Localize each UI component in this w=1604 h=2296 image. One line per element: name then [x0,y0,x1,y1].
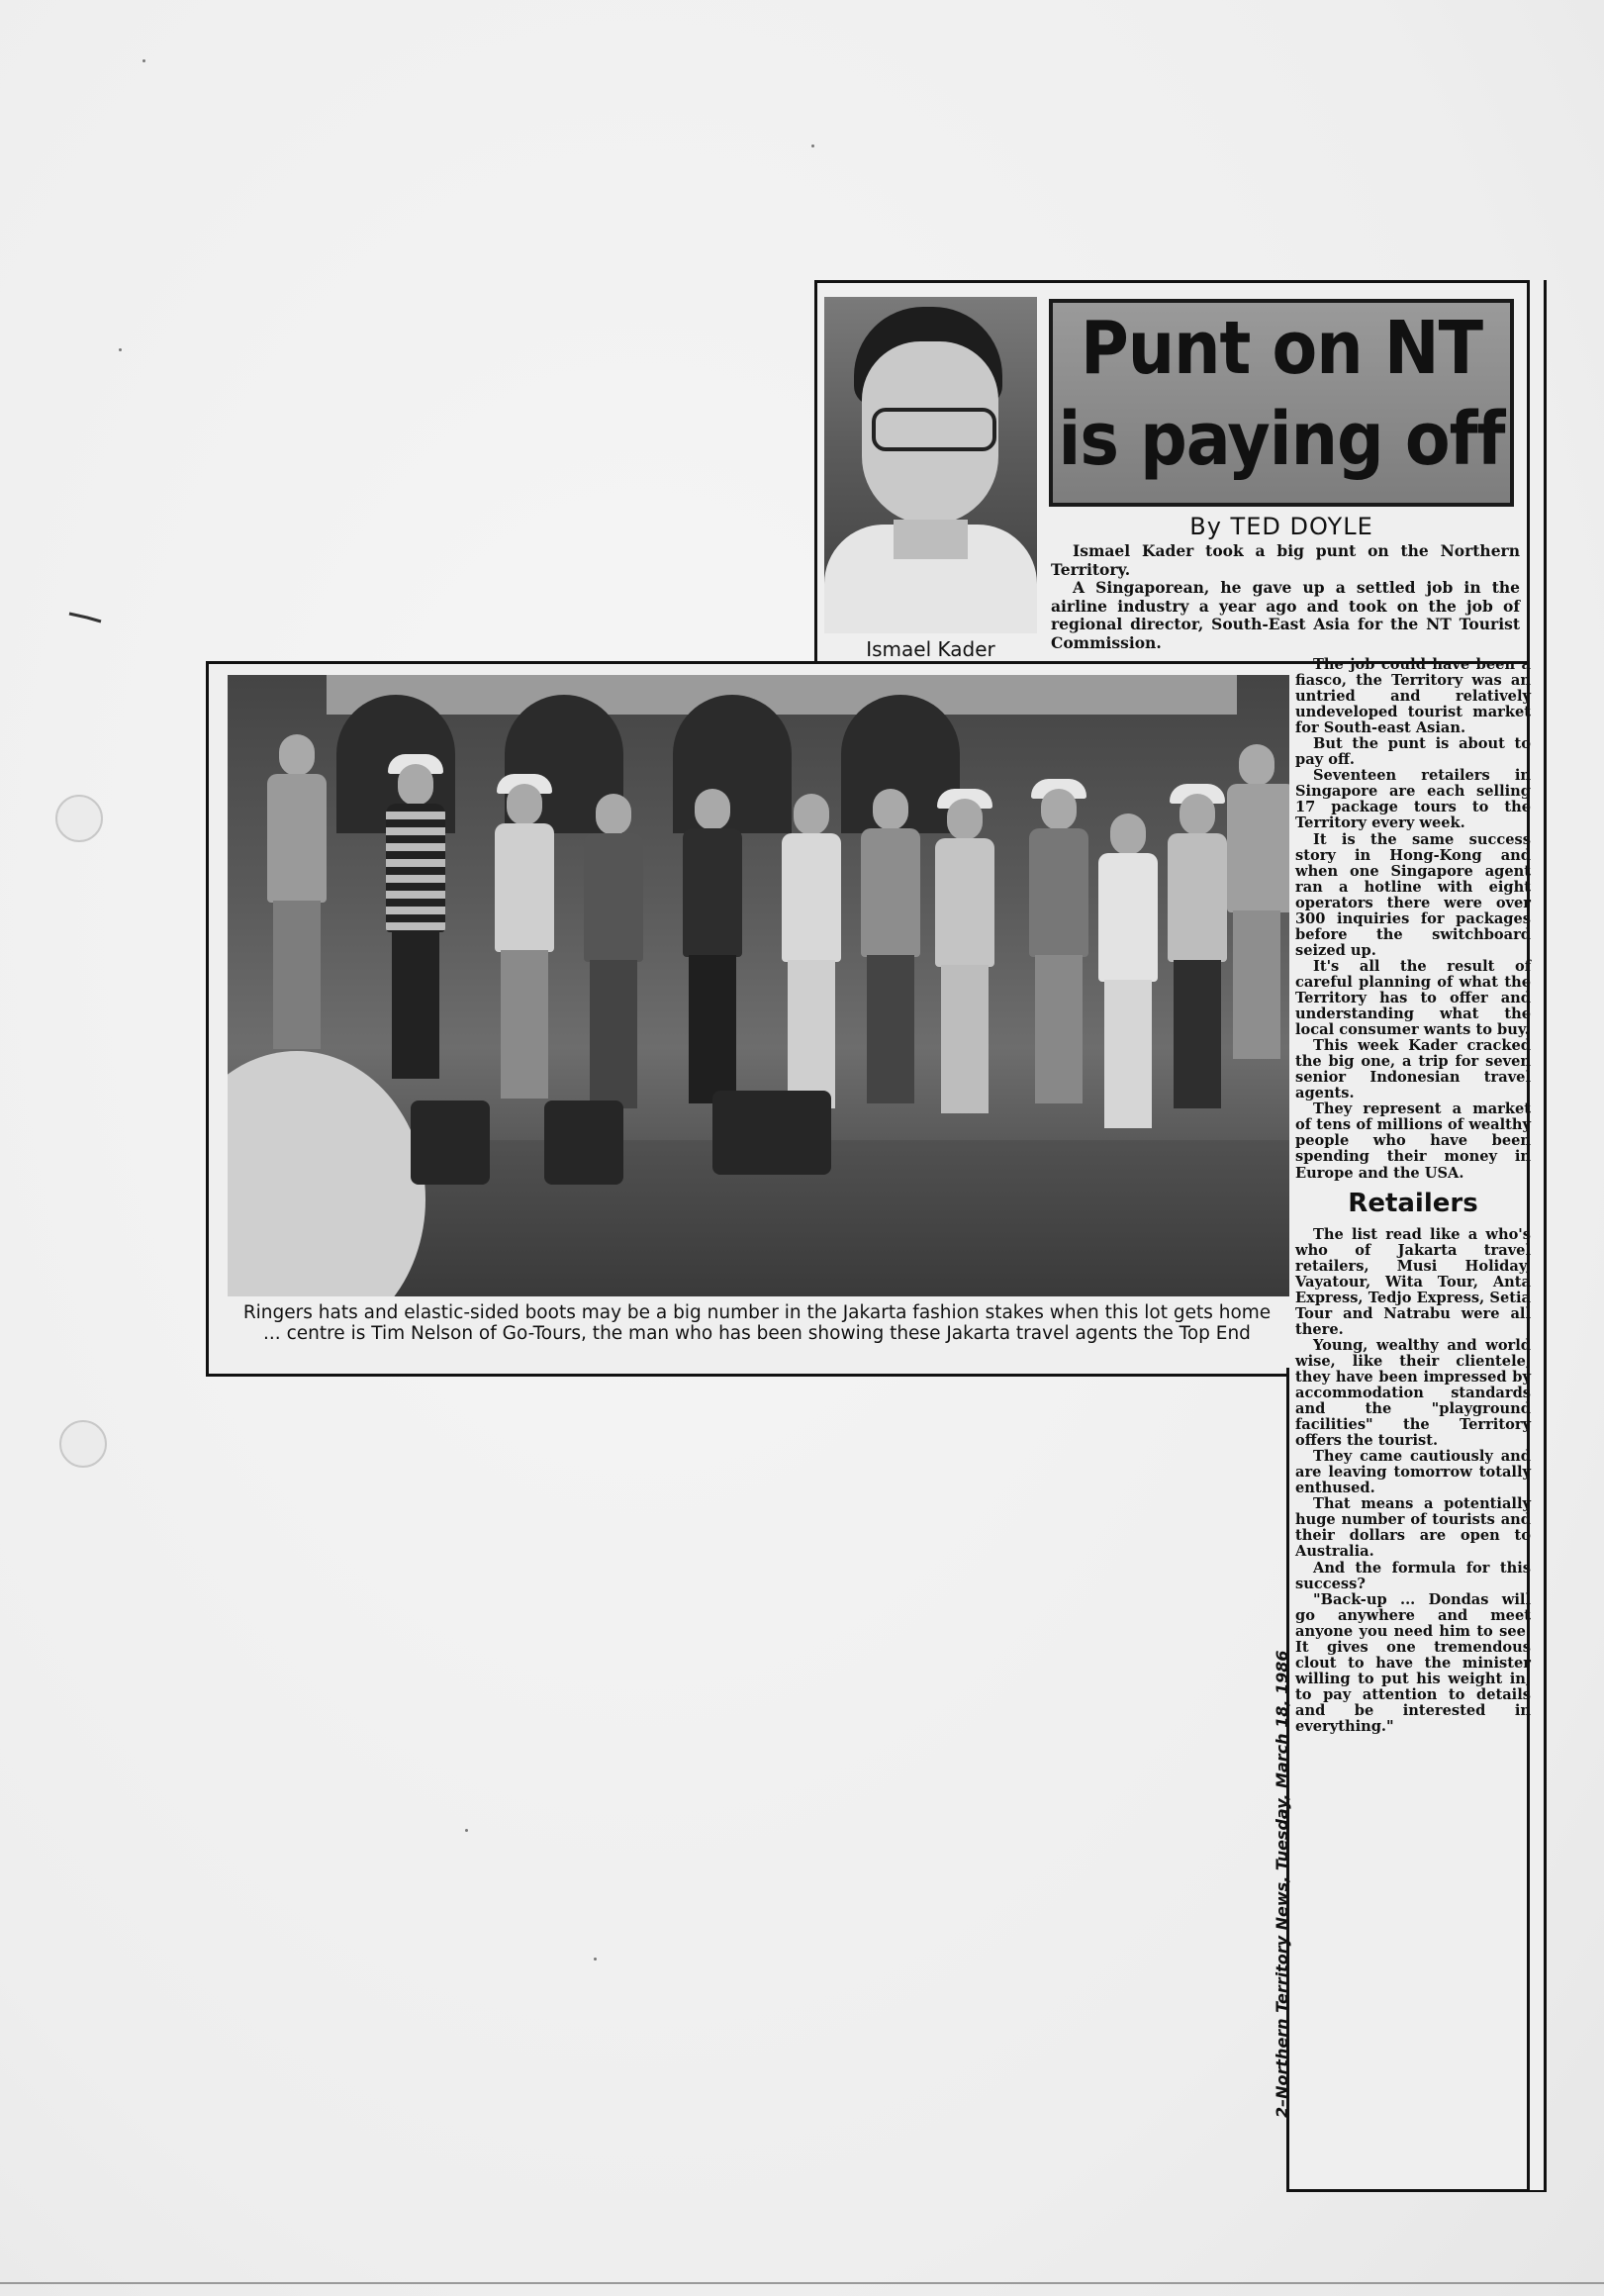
paper-speck [594,1958,597,1961]
byline: By TED DOYLE [1189,513,1373,540]
column-paragraph: The list read like a who's who of Jakarta travel retailers, Musi Holiday, Vayatour, Wita Tour, Anta Express, Tedjo Express, Setia Tour and Natrabu were all there. [1295,1225,1531,1338]
paper-speck [119,348,122,351]
paper-speck [142,59,145,62]
column-paragraph: The job could have been a fiasco, the Territory was an untried and relatively undeveloped tourist market for South-east Asian. [1295,656,1531,737]
column-paragraph: That means a potentially huge number of tourists and their dollars are open to Australia. [1295,1495,1531,1561]
punch-hole-top [55,795,103,842]
headline-line-2: is paying off [1058,397,1505,482]
column-paragraph: Seventeen retailers in Singapore are each selling 17 package tours to the Territory every week. [1295,767,1531,832]
column-paragraph: They represent a market of tens of millions of wealthy people who have been spending their money in Europe and the USA. [1295,1100,1531,1182]
paper-speck [465,1829,468,1832]
column-paragraph: Young, wealthy and world wise, like their clientele, they have been impressed by accommodation standards and the "playground facilities" the Territory offers the tourist. [1295,1336,1531,1450]
intro-paragraph: A Singaporean, he gave up a settled job in the airline industry a year ago and took on the job of regional director, South-East Asia for the NT Tourist Commission. [1051,578,1520,652]
article-column [1295,657,1531,1735]
pen-mark [67,610,103,623]
column-paragraph: And the formula for this success? [1295,1559,1531,1592]
luggage-bag [712,1091,831,1175]
column-paragraph: It's all the result of careful planning of what the Territory has to offer and understanding what the local consumer wants to buy. [1295,957,1531,1039]
column-paragraph: This week Kader cracked the big one, a trip for seven senior Indonesian travel agents. [1295,1037,1531,1102]
dateline-text: 2–Northern Territory News, Tuesday, March 18, 1986 [1273,1650,1291,2118]
column-paragraph: "Back-up ... Dondas will go anywhere and meet anyone you need him to see. It gives one tremendous clout to have the minister willing to put his weight in, to pay attention to details and be interested in everything." [1295,1590,1531,1735]
driveway [228,1051,425,1296]
luggage-bag [544,1100,623,1185]
group-photo [228,675,1289,1296]
luggage-bag [411,1100,490,1185]
photo-caption: Ringers hats and elastic-sided boots may be a big number in the Jakarta fashion stakes when this lot gets home ... centre is Tim Nelson of Go-Tours, the man who has been showing these Jakarta travel agents the Top End [242,1302,1272,1344]
column-paragraph: They came cautiously and are leaving tomorrow totally enthused. [1295,1448,1531,1497]
subheading-retailers: Retailers [1348,1188,1478,1218]
headline-box [1049,299,1514,507]
portrait-collar [894,520,968,559]
intro-text [1051,542,1520,652]
punch-hole-bottom [59,1420,107,1468]
headline-line-1: Punt on NT [1080,306,1483,391]
portrait-caption: Ismael Kader [866,637,995,661]
column-paragraph: It is the same success story in Hong-Kong and when one Singapore agent ran a hotline with eight operators there were over 300 inquiries for packages before the switchboard seized up. [1295,830,1531,959]
portrait-glasses [872,408,996,451]
intro-paragraph: Ismael Kader took a big punt on the Northern Territory. [1051,541,1520,579]
building-arches [336,675,1227,823]
portrait-photo [824,297,1037,633]
column-paragraph: But the punt is about to pay off. [1295,735,1531,769]
paper-speck [811,144,814,147]
bottom-edge-line [0,2282,1604,2284]
dateline-vertical [1273,1650,1292,2118]
